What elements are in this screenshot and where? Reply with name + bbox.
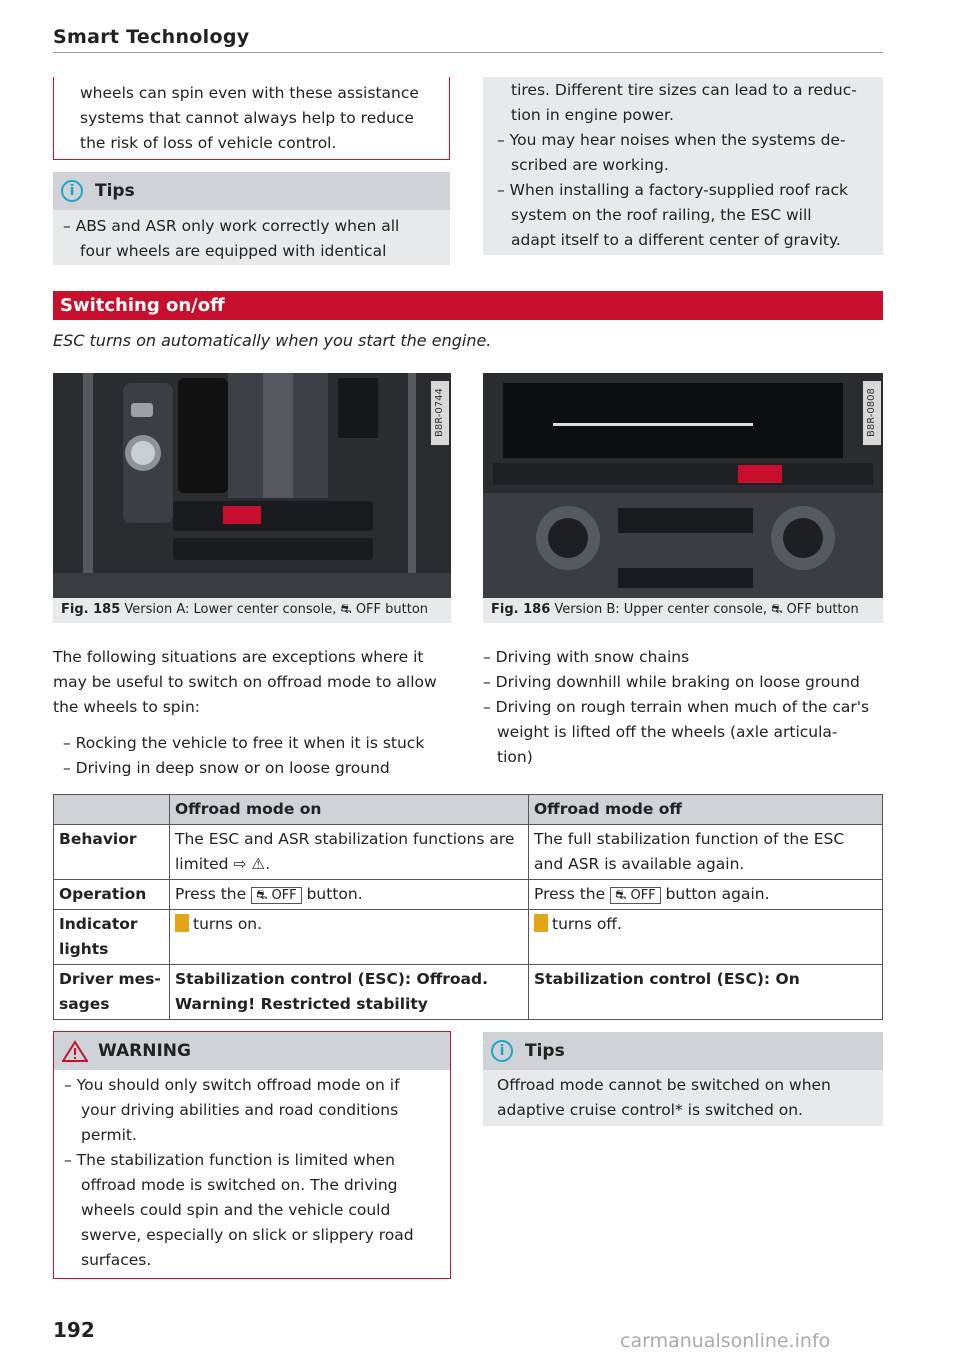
- table-row: [54, 880, 883, 910]
- tips-header: [483, 1032, 883, 1070]
- list-item: – Rocking the vehicle to free it when it is stuck: [63, 734, 425, 752]
- cell-line: The full stabilization function of the ESC: [534, 830, 845, 848]
- warning-body: [54, 1070, 450, 1273]
- tips-box: [53, 172, 450, 265]
- cell-text: button again.: [665, 885, 770, 903]
- page-header-title: Smart Technology: [53, 26, 250, 48]
- warning-line: surfaces.: [81, 1251, 152, 1269]
- warning-triangle-icon: [62, 1040, 88, 1062]
- header-divider: [53, 52, 883, 53]
- figure-185: [53, 373, 451, 623]
- table-cell: [170, 880, 529, 910]
- list-item: – Driving in deep snow or on loose ground: [63, 759, 390, 777]
- warning-line: permit.: [81, 1126, 137, 1144]
- text-line: the wheels to spin:: [53, 698, 201, 716]
- row-label: [54, 910, 170, 965]
- upper-console-illustration: [483, 373, 883, 598]
- tips-body: [53, 210, 450, 265]
- warning-line: wheels could spin and the vehicle could: [81, 1201, 391, 1219]
- cell-text: turns off.: [552, 915, 622, 933]
- tip-line: – You may hear noises when the systems de-: [497, 131, 846, 149]
- label-line: Indicator: [59, 915, 138, 933]
- tip-line: adaptive cruise control* is switched on.: [497, 1101, 803, 1119]
- console-photo-a: [53, 373, 451, 598]
- text-line: The following situations are exceptions where it: [53, 648, 424, 666]
- figure-label: Fig. 185: [61, 602, 121, 617]
- warning-continuation: [53, 77, 450, 160]
- warning-title: WARNING: [98, 1041, 191, 1061]
- table-cell: [170, 965, 529, 1020]
- tip-line: scribed are working.: [511, 156, 669, 174]
- table-cell: [529, 910, 883, 965]
- table-cell: Stabilization control (ESC): On: [529, 965, 883, 1020]
- cell-line: The ESC and ASR stabilization functions are: [175, 830, 515, 848]
- figure-186: [483, 373, 883, 623]
- body-right: [483, 645, 883, 770]
- text-line: systems that cannot always help to reduce: [80, 109, 414, 127]
- cell-line: Warning! Restricted stability: [175, 995, 428, 1013]
- label-line: Driver mes-: [59, 970, 161, 988]
- cell-text: button.: [306, 885, 363, 903]
- label-line: sages: [59, 995, 110, 1013]
- figure-label: Fig. 186: [491, 602, 551, 617]
- figure-id: B8R-0744: [431, 381, 449, 445]
- list-item: – Driving downhill while braking on loose ground: [483, 673, 860, 691]
- table-cell: [529, 880, 883, 910]
- table-cell: [170, 910, 529, 965]
- esc-off-button-label: ⛐ OFF: [610, 887, 661, 904]
- table-corner: [54, 795, 170, 825]
- warning-line: your driving abilities and road conditions: [81, 1101, 399, 1119]
- tip-line: adapt itself to a different center of gravity.: [511, 231, 841, 249]
- tips-continuation: [483, 77, 883, 255]
- list-item: tion): [497, 748, 533, 766]
- tips-box: [483, 1032, 883, 1126]
- table-cell: [529, 825, 883, 880]
- text-line: may be useful to switch on offroad mode to allow: [53, 673, 437, 691]
- text-line: the risk of loss of vehicle control.: [80, 134, 337, 152]
- tip-line: Offroad mode cannot be switched on when: [497, 1076, 831, 1094]
- warning-header: [54, 1032, 450, 1070]
- label-line: lights: [59, 940, 109, 958]
- tip-line: tires. Different tire sizes can lead to a reduc-: [511, 81, 857, 99]
- tip-line: – When installing a factory-supplied roof rack: [497, 181, 848, 199]
- column-header-off: Offroad mode off: [529, 795, 883, 825]
- table-row: [54, 825, 883, 880]
- table-row: [54, 910, 883, 965]
- column-header-on: Offroad mode on: [170, 795, 529, 825]
- figure-caption: [53, 598, 451, 623]
- page-number: 192: [53, 1318, 95, 1342]
- list-item: – Driving with snow chains: [483, 648, 690, 666]
- cell-line: limited ⇨ ⚠.: [175, 855, 271, 873]
- tip-line: tion in engine power.: [511, 106, 674, 124]
- esc-indicator-icon: [534, 914, 548, 932]
- console-photo-b: [483, 373, 883, 598]
- figure-id: B8R-0808: [863, 381, 881, 445]
- table-header-row: [54, 795, 883, 825]
- figure-caption-text: Version B: Upper center console, ⛐ OFF button: [554, 602, 859, 617]
- info-icon: i: [61, 180, 83, 202]
- table-cell: [170, 825, 529, 880]
- list-item: – Driving on rough terrain when much of the car's: [483, 698, 870, 716]
- row-label: Operation: [54, 880, 170, 910]
- figure-caption-text: Version A: Lower center console, ⛐ OFF button: [124, 602, 429, 617]
- footer-watermark: carmanualsonline.info: [620, 1330, 831, 1352]
- warning-line: – The stabilization function is limited when: [64, 1151, 395, 1169]
- warning-line: offroad mode is switched on. The driving: [81, 1176, 398, 1194]
- esc-indicator-icon: [175, 914, 189, 932]
- tip-line: – ABS and ASR only work correctly when all: [63, 217, 400, 235]
- cell-text: Press the: [175, 885, 247, 903]
- list-item: weight is lifted off the wheels (axle articula-: [497, 723, 838, 741]
- cell-line: Stabilization control (ESC): Offroad.: [175, 970, 488, 988]
- tip-line: system on the roof railing, the ESC will: [511, 206, 812, 224]
- text-line: wheels can spin even with these assistance: [80, 84, 419, 102]
- esc-off-button-label: ⛐ OFF: [251, 887, 302, 904]
- figure-caption: [483, 598, 883, 623]
- cell-text: Press the: [534, 885, 606, 903]
- warning-box: [53, 1031, 451, 1279]
- section-heading: Switching on/off: [53, 291, 883, 320]
- cell-line: and ASR is available again.: [534, 855, 745, 873]
- tips-title: Tips: [95, 181, 135, 201]
- table-row: [54, 965, 883, 1020]
- body-left: [53, 645, 453, 781]
- row-label: Behavior: [54, 825, 170, 880]
- offroad-mode-table: [53, 794, 883, 1020]
- warning-line: – You should only switch offroad mode on if: [64, 1076, 400, 1094]
- tip-line: four wheels are equipped with identical: [80, 242, 387, 260]
- center-console-illustration: [53, 373, 451, 598]
- warning-line: swerve, especially on slick or slippery road: [81, 1226, 414, 1244]
- tips-body: [483, 1070, 883, 1126]
- tips-title: Tips: [525, 1041, 565, 1061]
- tips-header: [53, 172, 450, 210]
- info-icon: i: [491, 1040, 513, 1062]
- row-label: [54, 965, 170, 1020]
- cell-text: turns on.: [193, 915, 263, 933]
- section-intro: ESC turns on automatically when you start the engine.: [53, 331, 492, 350]
